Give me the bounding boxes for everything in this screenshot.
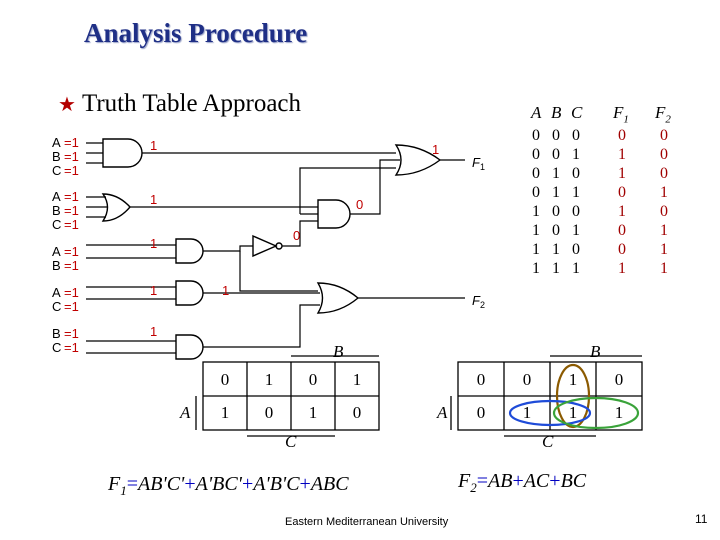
page-number: 11: [695, 512, 708, 526]
cell: 1: [552, 241, 560, 258]
kmap-cell: 0: [308, 370, 318, 389]
and-gate-2: [318, 200, 350, 228]
cell: 1: [572, 260, 580, 277]
input-label: C: [52, 217, 62, 232]
input-label: A: [52, 285, 61, 300]
kmap-cell: 1: [522, 403, 532, 422]
kmap-cell: 0: [352, 403, 362, 422]
input-label: C: [52, 299, 62, 314]
input-label: B: [52, 258, 61, 273]
header-f1: $F_1$: [613, 103, 629, 126]
subtitle-text: Truth Table Approach: [81, 90, 302, 117]
col-f2: [657, 126, 671, 278]
input-label: B: [52, 326, 61, 341]
or-gate-f2: [318, 283, 358, 313]
kmap-cell: 1: [568, 370, 578, 389]
equation-f1: $F_1=AB'C'+A'BC'+A'B'C+ABC$: [108, 473, 349, 498]
cell: 0: [572, 241, 580, 258]
cell: 0: [660, 165, 668, 182]
input-label: A: [52, 135, 61, 150]
input-value: =1: [64, 326, 79, 341]
input-value: =1: [64, 163, 79, 178]
kmap1-left-label: A: [180, 403, 191, 422]
not-gate: [253, 236, 276, 256]
input-value: =1: [64, 149, 79, 164]
cell: 1: [532, 260, 540, 277]
footer: Eastern Mediterranean University: [285, 516, 449, 528]
cell: 0: [552, 203, 560, 220]
cell: 0: [532, 146, 540, 163]
cell: 1: [660, 184, 668, 201]
kmap-cell: 0: [614, 370, 624, 389]
output-labels: [472, 155, 485, 310]
kmap2-top-label: B: [590, 342, 601, 361]
kmap-cell: 1: [352, 370, 362, 389]
kmap2-left-label: A: [437, 403, 448, 422]
input-label: B: [52, 203, 61, 218]
input-value: =1: [64, 285, 79, 300]
cell: 1: [552, 184, 560, 201]
kmap1-top-label: B: [333, 342, 344, 361]
kmap-cell: 0: [476, 403, 486, 422]
col-b: [549, 126, 563, 278]
wire-value: 1: [150, 283, 158, 298]
kmap-cell: 1: [568, 403, 578, 422]
input-label: C: [52, 340, 62, 355]
wire-value: 0: [293, 228, 301, 243]
kmap-cell: 1: [308, 403, 318, 422]
kmap-cell: 0: [220, 370, 230, 389]
input-label: A: [52, 189, 61, 204]
kmap-cell: 0: [522, 370, 532, 389]
cell: 0: [618, 241, 626, 258]
cell: 0: [552, 127, 560, 144]
input-value: =1: [64, 299, 79, 314]
cell: 1: [660, 222, 668, 239]
page-title: Analysis Procedure: [84, 18, 308, 48]
kmap-cell: 1: [264, 370, 274, 389]
cell: 1: [572, 184, 580, 201]
input-value: =1: [64, 258, 79, 273]
kmap1-grid: [196, 356, 379, 436]
wire-value: 1: [150, 192, 158, 207]
cell: 0: [572, 165, 580, 182]
cell: 0: [618, 222, 626, 239]
cell: 1: [572, 146, 580, 163]
cell: 1: [552, 260, 560, 277]
kmap-cell: 1: [614, 403, 624, 422]
output-f1: $F_1$: [472, 155, 485, 172]
star-icon: ★: [58, 94, 76, 116]
kmap2-bottom-label: C: [542, 432, 554, 451]
cell: 1: [618, 165, 626, 182]
cell: 0: [618, 184, 626, 201]
cell: 0: [572, 203, 580, 220]
wire-value: 1: [150, 236, 158, 251]
col-c: [569, 126, 583, 278]
input-values: [64, 135, 79, 355]
kmap-cell: 0: [264, 403, 274, 422]
and-gate-5: [176, 239, 203, 263]
header-f2: $F_2$: [655, 103, 671, 126]
cell: 1: [618, 146, 626, 163]
input-label: C: [52, 163, 62, 178]
col-a: [529, 126, 543, 278]
header-c: C: [571, 103, 583, 122]
cell: 0: [660, 203, 668, 220]
cell: 1: [618, 203, 626, 220]
truth-table: [527, 100, 695, 312]
and-gate-4: [176, 335, 203, 359]
cell: 1: [532, 203, 540, 220]
header-b: B: [551, 103, 562, 122]
input-value: =1: [64, 135, 79, 150]
input-value: =1: [64, 340, 79, 355]
and-gate-3: [176, 281, 203, 305]
input-label: B: [52, 149, 61, 164]
cell: 1: [552, 165, 560, 182]
wire-value: 1: [222, 283, 230, 298]
and-gate-1: [103, 139, 142, 167]
cell: 1: [660, 260, 668, 277]
wire-value: 1: [150, 324, 158, 339]
input-labels: [52, 135, 61, 355]
cell: 0: [572, 127, 580, 144]
input-value: =1: [64, 189, 79, 204]
cell: 1: [660, 241, 668, 258]
cell: 1: [532, 222, 540, 239]
cell: 0: [532, 127, 540, 144]
kmap-cell: 1: [220, 403, 230, 422]
wire-value: 1: [150, 138, 158, 153]
wire-value: 1: [432, 142, 440, 157]
input-value: =1: [64, 203, 79, 218]
cell: 0: [532, 165, 540, 182]
cell: 1: [618, 260, 626, 277]
kmap-cell: 0: [476, 370, 486, 389]
equation-f2: $F_2=AB+AC+BC$: [458, 470, 587, 495]
cell: 0: [618, 127, 626, 144]
input-value: =1: [64, 244, 79, 259]
cell: 0: [552, 222, 560, 239]
wire-value: 0: [356, 197, 364, 212]
cell: 0: [532, 184, 540, 201]
cell: 1: [572, 222, 580, 239]
col-f1: [615, 126, 629, 278]
cell: 0: [660, 127, 668, 144]
input-value: =1: [64, 217, 79, 232]
cell: 0: [552, 146, 560, 163]
header-a: A: [531, 103, 542, 122]
cell: 0: [660, 146, 668, 163]
output-f2: $F_2$: [472, 293, 485, 310]
kmap1-bottom-label: C: [285, 432, 297, 451]
cell: 1: [532, 241, 540, 258]
input-label: A: [52, 244, 61, 259]
